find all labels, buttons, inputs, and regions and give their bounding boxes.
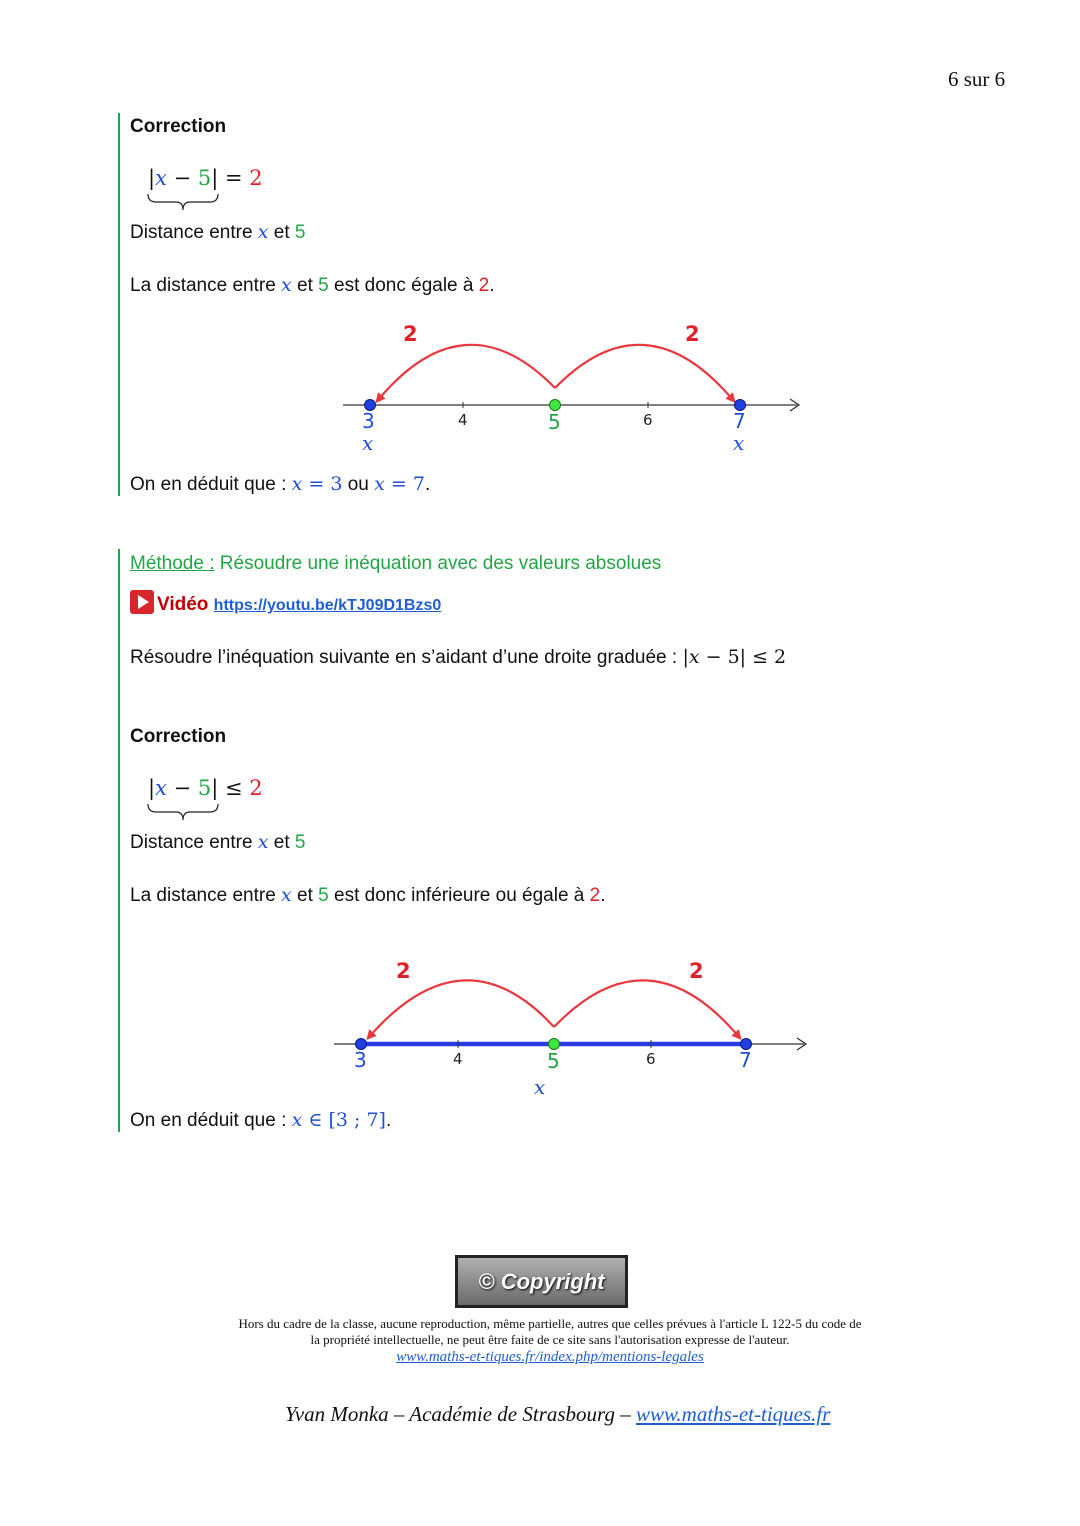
tick-label-7: 7	[733, 409, 746, 433]
eq-sign: ≤	[218, 776, 250, 800]
distance-line-1: Distance entre x et 5	[130, 221, 306, 243]
abs-bar-right: |	[211, 776, 219, 800]
arc-left	[369, 980, 554, 1037]
tick-label-4: 4	[458, 411, 468, 429]
author-footer: Yvan Monka – Académie de Strasbourg – www.maths-et-tiques.fr	[285, 1402, 831, 1426]
distance-line-2: Distance entre x et 5	[130, 831, 306, 853]
eq-x: x	[155, 776, 167, 800]
tick-label-4: 4	[453, 1050, 463, 1068]
correction-heading-2: Correction	[130, 726, 227, 747]
eq-five: 5	[197, 166, 212, 190]
eq-x: x	[155, 166, 167, 190]
point-5	[549, 1039, 560, 1050]
legal-link[interactable]: www.maths-et-tiques.fr/index.php/mentions-legales	[396, 1349, 704, 1365]
abs-bar-left: |	[148, 776, 156, 800]
arc-label-right: 2	[689, 959, 704, 983]
method-label: Méthode :	[130, 553, 215, 574]
x-label-left: x	[362, 431, 374, 455]
site-link[interactable]: www.maths-et-tiques.fr	[635, 1402, 831, 1426]
legal-line-1: Hors du cadre de la classe, aucune reproduction, même partielle, autres que celles prévues à l'article L 122-5 du code de	[238, 1316, 862, 1331]
equation-2	[148, 776, 263, 801]
abs-bar-right: |	[211, 166, 219, 190]
statement-2: La distance entre x et 5 est donc inférieure ou égale à 2.	[130, 884, 606, 906]
arc-right	[555, 345, 733, 400]
page-number: 6 sur 6	[948, 67, 1006, 91]
arc-left	[378, 345, 555, 400]
copyright-badge: © Copyright	[455, 1255, 628, 1308]
arc-right	[554, 980, 739, 1037]
legal-notice	[150, 1316, 950, 1365]
x-label: x	[534, 1075, 546, 1099]
method-title: Méthode : Résoudre une inéquation avec des valeurs absolues	[130, 553, 662, 574]
eq-minus: −	[166, 776, 198, 800]
tick-label-5: 5	[547, 1049, 560, 1073]
correction-heading-1: Correction	[130, 116, 227, 137]
point-5	[550, 400, 561, 411]
method-prompt: Résoudre l’inéquation suivante en s’aidant d’une droite graduée : |𝑥 − 5| ≤ 2	[130, 646, 787, 668]
underbrace-2	[146, 802, 220, 826]
method-bar	[118, 549, 120, 1132]
play-video-icon[interactable]	[130, 590, 154, 614]
arc-label-left: 2	[396, 959, 411, 983]
x-label-right: x	[733, 431, 745, 455]
eq-two: 2	[249, 776, 263, 800]
conclusion-2: On en déduit que : x ∈ [3 ; 7].	[130, 1109, 392, 1131]
eq-two: 2	[249, 166, 263, 190]
statement-1: La distance entre x et 5 est donc égale à 2.	[130, 274, 495, 296]
video-row	[130, 590, 441, 618]
correction-bar-1	[118, 113, 120, 496]
arc-label-left: 2	[403, 322, 418, 346]
abs-bar-left: |	[148, 166, 156, 190]
tick-label-5: 5	[548, 410, 561, 434]
eq-sign: =	[218, 166, 250, 190]
underbrace-1	[146, 192, 220, 216]
tick-label-3: 3	[354, 1048, 367, 1072]
eq-five: 5	[197, 776, 212, 800]
video-link[interactable]: https://youtu.be/kTJ09D1Bzs0	[213, 597, 442, 614]
video-label: Vidéo	[157, 594, 209, 615]
number-line-figure-1	[335, 308, 805, 463]
tick-label-7: 7	[739, 1048, 752, 1072]
equation-1	[148, 166, 263, 191]
number-line-figure-2	[328, 937, 810, 1107]
arc-label-right: 2	[685, 322, 700, 346]
tick-label-3: 3	[362, 409, 375, 433]
legal-line-2: la propriété intellectuelle, ne peut être faite de ce site sans l'autorisation expresse de l'auteur.	[310, 1332, 790, 1347]
tick-label-6: 6	[646, 1050, 656, 1068]
conclusion-1: On en déduit que : x = 3 ou x = 7.	[130, 473, 431, 495]
eq-minus: −	[166, 166, 198, 190]
tick-label-6: 6	[643, 411, 653, 429]
